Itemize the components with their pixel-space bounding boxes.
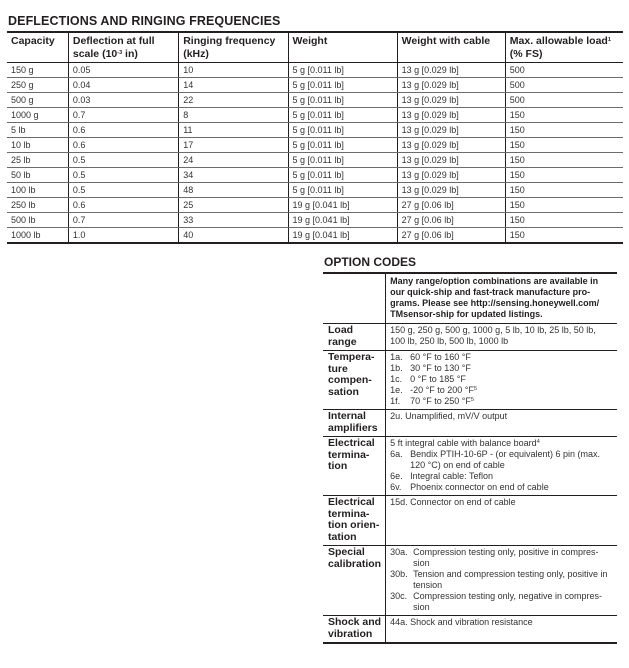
table-row xyxy=(7,63,623,78)
cell-weight: 5 g [0.011 lb] xyxy=(288,123,397,138)
option-desc: Phoenix connector on end of cable xyxy=(410,482,549,492)
cell-capacity: 150 g xyxy=(7,63,68,78)
header-deflection xyxy=(68,32,178,63)
list-item xyxy=(390,385,613,396)
cell-ringing: 40 xyxy=(179,228,288,244)
header-weight: Weight xyxy=(288,32,397,63)
table-row xyxy=(7,93,623,108)
option-row-intro xyxy=(323,273,617,324)
deflections-body xyxy=(7,63,623,244)
header-row xyxy=(7,32,623,63)
footnote-ref: 5 xyxy=(470,397,474,403)
cell-weight: 5 g [0.011 lb] xyxy=(288,138,397,153)
list-item xyxy=(390,482,613,493)
cell-ringing: 25 xyxy=(179,198,288,213)
option-desc: 30 °F to 130 °F xyxy=(410,363,471,373)
list-item xyxy=(390,396,613,407)
option-row-temperature xyxy=(323,351,617,410)
cell-capacity: 10 lb xyxy=(7,138,68,153)
option-row-calibration xyxy=(323,546,617,616)
option-row-amplifiers xyxy=(323,410,617,437)
option-code: 1b. xyxy=(390,363,403,373)
cell-weight: 5 g [0.011 lb] xyxy=(288,78,397,93)
cell-deflection: 0.05 xyxy=(68,63,178,78)
intro-text: Many range/option combinations are available in our quick-ship and fast-track manufacture pro-grams. Please see http://sensing.honeywell.com/ TMsensor-ship for updated listings. xyxy=(386,273,617,324)
value-temperature xyxy=(386,351,617,410)
header-deflection-exponent: -3 xyxy=(117,49,123,56)
cell-max-load: 500 xyxy=(505,63,623,78)
cell-weight-cable: 13 g [0.029 lb] xyxy=(397,78,505,93)
option-code: 1c. xyxy=(390,374,403,384)
cell-deflection: 0.03 xyxy=(68,93,178,108)
cell-ringing: 48 xyxy=(179,183,288,198)
header-max-load-line1: Max. allowable load xyxy=(509,35,608,47)
table-row xyxy=(7,183,623,198)
table-row xyxy=(7,198,623,213)
header-ringing-unit: (kHz) xyxy=(183,47,209,60)
cell-max-load: 150 xyxy=(505,108,623,123)
value-shock: 44a. Shock and vibration resistance xyxy=(386,616,617,644)
cell-capacity: 1000 lb xyxy=(11,230,41,240)
cell-capacity: 5 lb xyxy=(7,123,68,138)
header-max-load xyxy=(505,32,623,63)
cell-max-load: 150 xyxy=(505,153,623,168)
cell-ringing: 10 xyxy=(179,63,288,78)
cell-deflection: 0.6 xyxy=(68,123,178,138)
option-code: 1f. xyxy=(390,396,401,406)
header-deflection-line2: scale (10 xyxy=(72,47,118,60)
cell-weight: 5 g [0.011 lb] xyxy=(288,93,397,108)
option-code: 30b. xyxy=(390,569,408,579)
list-item xyxy=(390,363,613,374)
option-desc: 70 °F to 250 °F xyxy=(410,396,471,406)
cell-deflection: 0.6 xyxy=(68,198,178,213)
cell-capacity: 500 lb xyxy=(7,213,68,228)
option-desc: Compression testing only, positive in compres-sion xyxy=(413,547,599,568)
cell-capacity: 100 lb xyxy=(7,183,68,198)
table-row xyxy=(7,168,623,183)
option-code: 6a. xyxy=(390,449,403,459)
option-codes-table xyxy=(323,272,617,644)
list-item xyxy=(390,449,613,471)
option-desc: 60 °F to 160 °F xyxy=(410,352,471,362)
cell-max-load: 150 xyxy=(505,123,623,138)
empty-label xyxy=(323,273,386,324)
footnote-ref: 4 xyxy=(536,439,540,445)
cell-weight-cable: 13 g [0.029 lb] xyxy=(397,183,505,198)
table-row xyxy=(7,138,623,153)
cell-ringing: 34 xyxy=(179,168,288,183)
header-capacity: Capacity xyxy=(7,32,68,63)
cell-ringing: 11 xyxy=(179,123,288,138)
cell-weight-cable: 13 g [0.029 lb] xyxy=(397,153,505,168)
cell-weight: 19 g [0.041 lb] xyxy=(288,213,397,228)
table-row xyxy=(7,213,623,228)
cell-weight-cable: 13 g [0.029 lb] xyxy=(397,168,505,183)
table-row xyxy=(7,123,623,138)
option-desc: -20 °F to 200 °F xyxy=(410,385,474,395)
label-calibration: Special calibration xyxy=(323,546,386,616)
cell-deflection: 0.04 xyxy=(68,78,178,93)
table-row xyxy=(7,108,623,123)
value-orientation: 15d. Connector on end of cable xyxy=(386,496,617,546)
deflections-title: DEFLECTIONS AND RINGING FREQUENCIES xyxy=(8,14,281,28)
cell-weight: 5 g [0.011 lb] xyxy=(288,63,397,78)
option-codes-title: OPTION CODES xyxy=(324,255,417,269)
header-ringing-line1: Ringing frequency xyxy=(183,35,276,47)
header-deflection-line1: Deflection at full xyxy=(72,35,155,47)
cell-weight-cable: 27 g [0.06 lb] xyxy=(397,198,505,213)
list-item xyxy=(390,352,613,363)
cell-ringing: 14 xyxy=(179,78,288,93)
cell-deflection: 1.0 xyxy=(68,228,178,244)
cell-deflection: 0.6 xyxy=(68,138,178,153)
header-deflection-unit: in) xyxy=(122,47,138,60)
label-termination: Electrical termina-tion xyxy=(323,437,386,496)
option-code: 30c. xyxy=(390,591,408,601)
option-desc: Integral cable: Teflon xyxy=(410,471,493,481)
cell-capacity: 250 g xyxy=(7,78,68,93)
cell-capacity: 500 g xyxy=(7,93,68,108)
cell-weight-cable: 13 g [0.029 lb] xyxy=(397,123,505,138)
cell-capacity: 25 lb xyxy=(7,153,68,168)
cell-ringing: 33 xyxy=(179,213,288,228)
cell-max-load: 150 xyxy=(505,213,623,228)
cell-weight-cable: 13 g [0.029 lb] xyxy=(397,63,505,78)
footnote-ref: 5 xyxy=(473,386,477,392)
cell-capacity: 250 lb xyxy=(7,198,68,213)
option-row-orientation xyxy=(323,496,617,546)
value-calibration xyxy=(386,546,617,616)
label-load-range: Load range xyxy=(323,324,386,351)
cell-max-load: 500 xyxy=(505,93,623,108)
table-row xyxy=(7,153,623,168)
value-load-range: 150 g, 250 g, 500 g, 1000 g, 5 lb, 10 lb, 25 lb, 50 lb, 100 lb, 250 lb, 500 lb, 1000 lb xyxy=(386,324,617,351)
cell-deflection: 0.7 xyxy=(68,108,178,123)
option-code: 1a. xyxy=(390,352,403,362)
cell-ringing: 8 xyxy=(179,108,288,123)
option-row-shock xyxy=(323,616,617,644)
list-item xyxy=(390,471,613,482)
termination-lead xyxy=(390,438,613,449)
list-item xyxy=(390,591,613,613)
cell-capacity: 1000 g xyxy=(7,108,68,123)
cell-weight: 5 g [0.011 lb] xyxy=(288,153,397,168)
cell-weight: 5 g [0.011 lb] xyxy=(288,108,397,123)
label-orientation: Electrical termina-tion orien-tation xyxy=(323,496,386,546)
cell-deflection: 0.5 xyxy=(68,153,178,168)
cell-weight-cable: 13 g [0.029 lb] xyxy=(397,138,505,153)
value-amplifiers: 2u. Unamplified, mV/V output xyxy=(386,410,617,437)
cell-max-load: 500 xyxy=(505,78,623,93)
option-code: 6e. xyxy=(390,471,403,481)
cell-weight-cable: 13 g [0.029 lb] xyxy=(397,93,505,108)
cell-max-load: 150 xyxy=(505,183,623,198)
cell-max-load: 150 xyxy=(505,138,623,153)
option-code: 30a. xyxy=(390,547,408,557)
list-item xyxy=(390,569,613,591)
footnote-ref: 1 xyxy=(607,37,611,43)
cell-ringing: 22 xyxy=(179,93,288,108)
cell-weight-cable: 27 g [0.06 lb] xyxy=(397,228,505,244)
list-item xyxy=(390,374,613,385)
termination-lead-text: 5 ft integral cable with balance board xyxy=(390,438,537,448)
cell-weight-cable: 13 g [0.029 lb] xyxy=(397,108,505,123)
cell-max-load: 150 xyxy=(505,228,623,244)
list-item xyxy=(390,547,613,569)
cell-weight-cable: 27 g [0.06 lb] xyxy=(397,213,505,228)
option-code: 1e. xyxy=(390,385,403,395)
cell-deflection: 0.7 xyxy=(68,213,178,228)
header-ringing xyxy=(179,32,288,63)
cell-weight: 5 g [0.011 lb] xyxy=(288,183,397,198)
cell-ringing: 24 xyxy=(179,153,288,168)
cell-capacity: 50 lb xyxy=(7,168,68,183)
deflections-table xyxy=(7,31,623,244)
label-temperature: Tempera-ture compen-sation xyxy=(323,351,386,410)
option-code: 6v. xyxy=(390,482,402,492)
cell-deflection: 0.5 xyxy=(68,168,178,183)
cell-weight: 19 g [0.041 lb] xyxy=(288,198,397,213)
cell-max-load: 150 xyxy=(505,168,623,183)
cell-weight: 5 g [0.011 lb] xyxy=(288,168,397,183)
header-weight-cable: Weight with cable xyxy=(397,32,505,63)
option-desc: Tension and compression testing only, positive in tension xyxy=(413,569,608,590)
cell-weight: 19 g [0.041 lb] xyxy=(288,228,397,244)
table-row xyxy=(7,228,623,244)
label-amplifiers: Internal amplifiers xyxy=(323,410,386,437)
option-desc: Bendix PTIH-10-6P - (or equivalent) 6 pin (max. 120 °C) on end of cable xyxy=(410,449,601,470)
option-desc: 0 °F to 185 °F xyxy=(410,374,466,384)
cell-deflection: 0.5 xyxy=(68,183,178,198)
label-shock: Shock and vibration xyxy=(323,616,386,644)
option-desc: Compression testing only, negative in compres-sion xyxy=(413,591,603,612)
table-row xyxy=(7,78,623,93)
option-row-load-range xyxy=(323,324,617,351)
cell-ringing: 17 xyxy=(179,138,288,153)
cell-max-load: 150 xyxy=(505,198,623,213)
value-termination xyxy=(386,437,617,496)
option-row-termination xyxy=(323,437,617,496)
header-max-load-unit: (% FS) xyxy=(509,47,543,60)
